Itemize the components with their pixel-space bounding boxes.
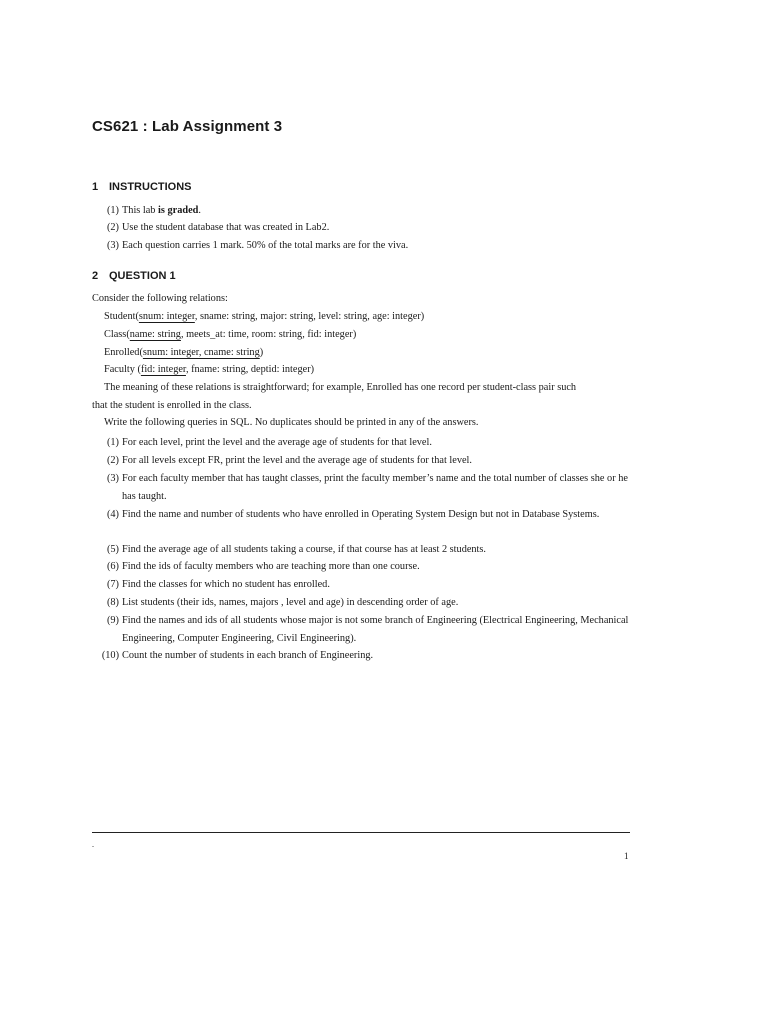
relation-faculty: Faculty (fid: integer, fname: string, deptid: integer) [104, 364, 315, 375]
relation-enrolled: Enrolled(snum: integer, cname: string) [104, 347, 264, 358]
query-number: (7) [106, 579, 119, 590]
query-item-3 [92, 470, 632, 505]
relation-student: Student(snum: integer, sname: string, major: string, level: string, age: integer) [104, 311, 425, 322]
meaning-paragraph-line-2: that the student is enrolled in the class. [92, 400, 252, 411]
instruction-text: Use the student database that was created in Lab2. [122, 222, 330, 233]
query-item-5 [92, 541, 632, 559]
query-text: Find the classes for which no student has enrolled. [122, 579, 330, 590]
query-text: For each faculty member that has taught classes, print the faculty member’s name and the total number of classes she or he has taught. [122, 473, 628, 502]
graded-emphasis: is graded [158, 205, 199, 216]
query-item-6 [92, 558, 632, 576]
write-queries-instruction: Write the following queries in SQL. No duplicates should be printed in any of the answers. [104, 417, 479, 428]
instruction-item-2 [92, 219, 632, 237]
relations-intro: Consider the following relations: [92, 293, 228, 304]
query-number: (1) [106, 437, 119, 448]
query-number: (3) [106, 473, 119, 484]
instruction-item-3 [92, 237, 632, 255]
query-item-4 [92, 506, 632, 524]
instruction-text: Each question carries 1 mark. 50% of the total marks are for the viva. [122, 240, 409, 251]
instruction-number: (2) [106, 222, 119, 233]
section-2-heading [92, 270, 176, 282]
query-item-1 [92, 434, 632, 452]
section-1-title: INSTRUCTIONS [109, 181, 192, 193]
query-item-10 [92, 647, 632, 665]
query-item-8 [92, 594, 632, 612]
instruction-text: This lab is graded. [122, 205, 201, 216]
query-number: (2) [106, 455, 119, 466]
query-number: (9) [106, 615, 119, 626]
primary-key: snum: integer, cname: string [142, 347, 260, 358]
query-text: Find the name and number of students who have enrolled in Operating System Design but not in Database Systems. [122, 509, 600, 520]
query-number: (4) [106, 509, 119, 520]
primary-key: name: string [129, 329, 181, 340]
query-text: For each level, print the level and the average age of students for that level. [122, 437, 432, 448]
query-text: List students (their ids, names, majors , level and age) in descending order of age. [122, 597, 459, 608]
footnote-mark: . [92, 840, 94, 849]
instruction-number: (1) [106, 205, 119, 216]
query-item-2 [92, 452, 632, 470]
query-number: (8) [106, 597, 119, 608]
query-text: For all levels except FR, print the level and the average age of students for that level. [122, 455, 472, 466]
query-number: (5) [106, 544, 119, 555]
instruction-item-1 [92, 202, 632, 220]
meaning-paragraph-line-1: The meaning of these relations is straightforward; for example, Enrolled has one record per student-class pair such [104, 382, 577, 393]
section-2-number: 2 [92, 270, 99, 282]
page-number: 1 [624, 851, 629, 861]
query-text: Find the ids of faculty members who are teaching more than one course. [122, 561, 420, 572]
primary-key: fid: integer [140, 364, 186, 375]
query-number: (6) [106, 561, 119, 572]
instruction-number: (3) [106, 240, 119, 251]
footer-rule [92, 832, 630, 833]
relation-class: Class(name: string, meets_at: time, room: string, fid: integer) [104, 329, 357, 340]
query-item-9 [92, 612, 632, 647]
primary-key: snum: integer [138, 311, 195, 322]
document-title: CS621 : Lab Assignment 3 [92, 118, 283, 135]
section-1-heading [92, 181, 192, 193]
query-text: Find the average age of all students taking a course, if that course has at least 2 students. [122, 544, 487, 555]
query-item-7 [92, 576, 632, 594]
query-number: (10) [101, 650, 119, 661]
query-text: Find the names and ids of all students whose major is not some branch of Engineering (Electrical Engineering, Mechanical Engineering, Computer Engineering, Civil Engineering). [122, 615, 629, 644]
section-2-title: QUESTION 1 [109, 270, 176, 282]
query-text: Count the number of students in each branch of Engineering. [122, 650, 374, 661]
section-1-number: 1 [92, 181, 99, 193]
document-page [92, 0, 632, 1024]
